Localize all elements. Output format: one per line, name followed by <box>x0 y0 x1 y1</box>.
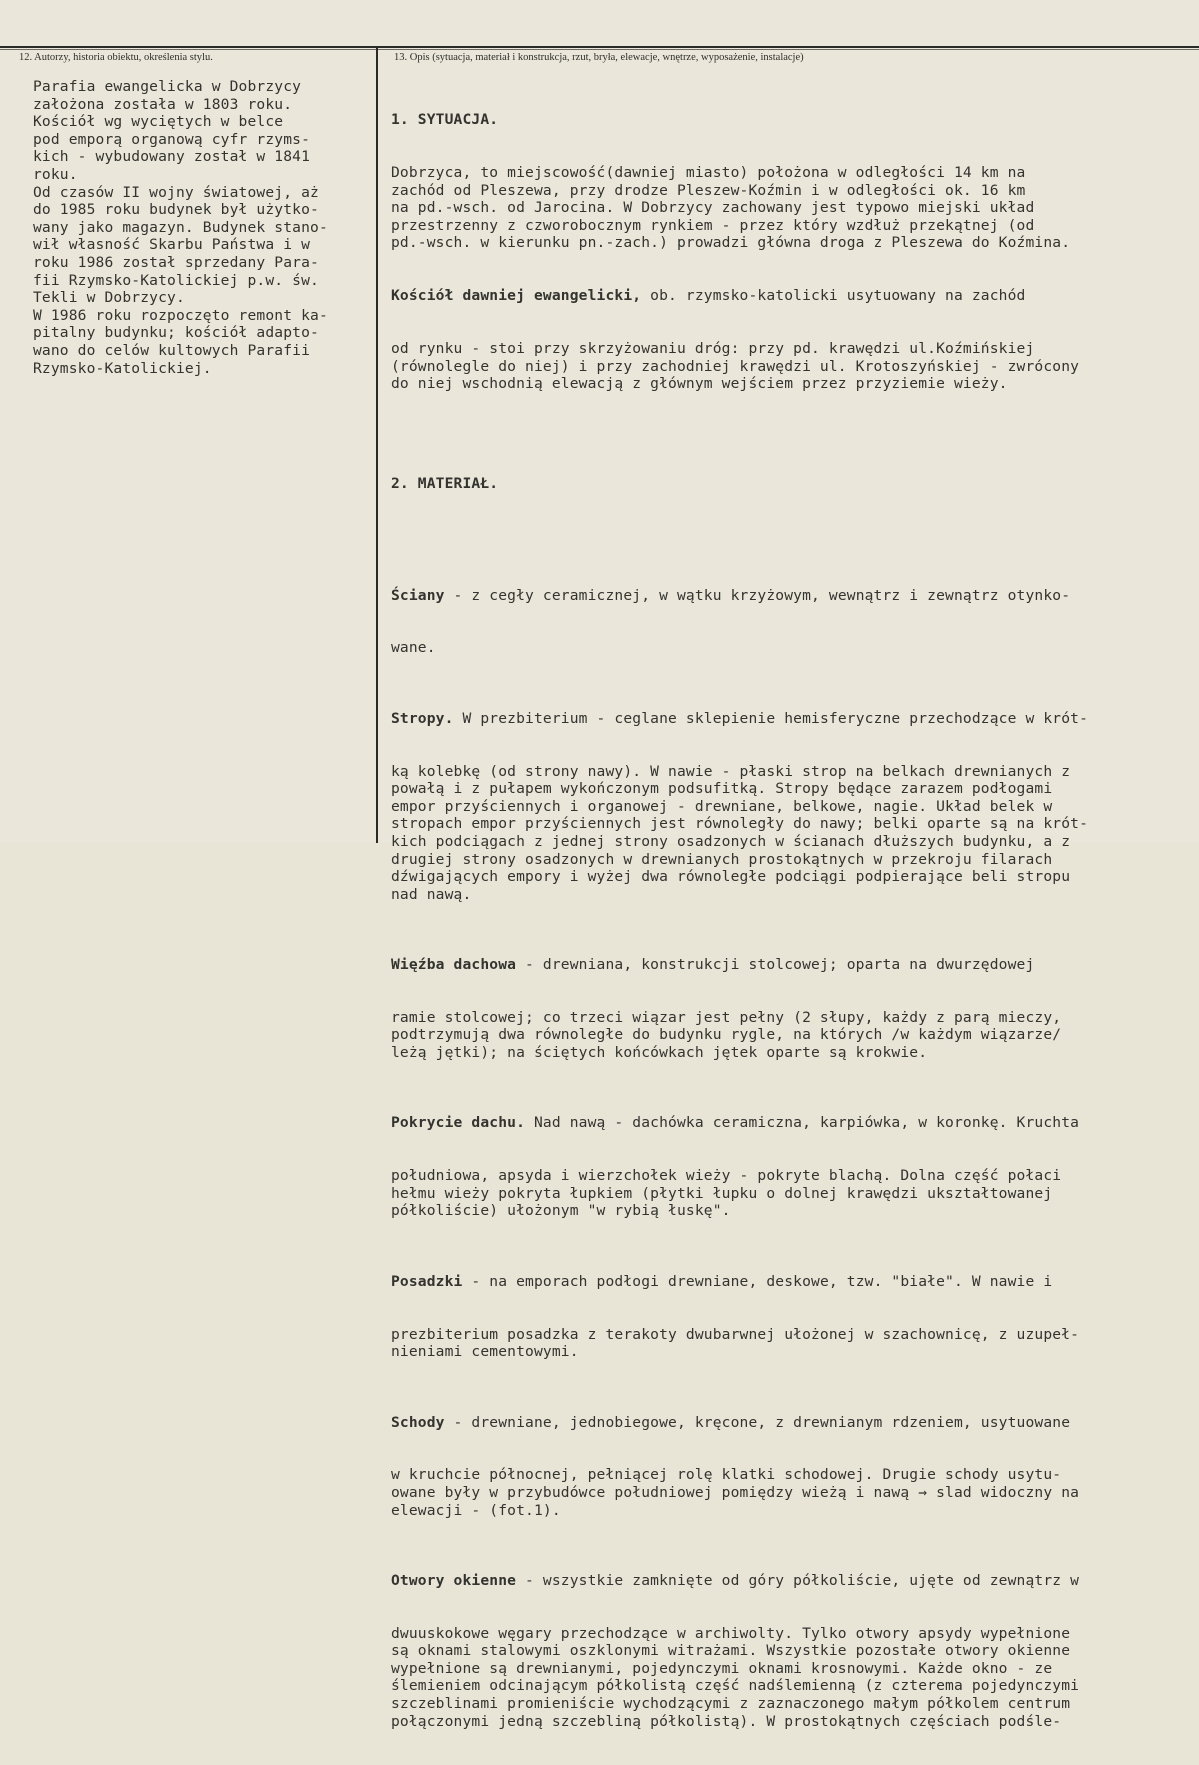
floors-lead-bold: Posadzki <box>391 1272 463 1290</box>
ceilings-text-line: ką kolebkę (od strony nawy). W nawie - płaski strop na belkach drewnianych z <box>391 762 1071 780</box>
windows-text-line: szczeblinami promieniście wychodzącymi z zaznaczonego małym półkolem centrum <box>391 1695 1071 1713</box>
roofing-paragraph <box>391 1167 1088 1220</box>
roofing-lead-rest: Nad nawą - dachówka ceramiczna, karpiówka, w koronkę. Kruchta <box>525 1114 1080 1132</box>
stairs-text-line: elewacji - (fot.1). <box>391 1501 561 1519</box>
floors-lead-rest: - na emporach podłogi drewniane, deskowe, tzw. "białe". W nawie i <box>462 1272 1053 1290</box>
ceilings-text-line: powałą i z pułapem wykończonym podsufitką. Stropy będące zarazem podłogami <box>391 780 1053 798</box>
ceilings-lead-bold: Stropy. <box>391 709 454 727</box>
history-text-line: Tekli w Dobrzycy. <box>33 289 185 307</box>
header-rule <box>0 46 1199 48</box>
description-text-column <box>391 76 1088 1765</box>
roof-truss-lead-rest: - drewniana, konstrukcji stolcowej; oparta na dwurzędowej <box>516 956 1035 974</box>
windows-lead-line <box>391 1572 1088 1590</box>
ceilings-paragraph <box>391 763 1088 904</box>
church-lead-rest: ob. rzymsko-katolicki usytuowany na zachód <box>641 287 1026 305</box>
left-column-header: 12. Autorzy, historia obiektu, określenia stylu. <box>19 52 213 63</box>
roof-truss-text-line: leżą jętki); na ściętych końcówkach jętek oparte są krokwie. <box>391 1044 928 1062</box>
history-text-line: pod emporą organową cyfr rzyms- <box>33 130 311 148</box>
windows-lead-bold: Otwory okienne <box>391 1571 517 1589</box>
history-text-line: Parafia ewangelicka w Dobrzycy <box>33 78 302 95</box>
floors-paragraph <box>391 1326 1088 1361</box>
section-title-material: 2. MATERIAŁ. <box>391 475 499 493</box>
church-lead-bold: Kościół dawniej ewangelicki, <box>391 287 642 305</box>
ceilings-text-line: dźwigających empory i wyżej dwa równoległe podciągi podpierające beli stropu <box>391 868 1071 886</box>
floors-text-line: prezbiterium posadzka z terakoty dwubarwnej ułożonej w szachownicę, z uzupeł- <box>391 1325 1080 1343</box>
roofing-lead-line <box>391 1114 1088 1132</box>
walls-lead-line <box>391 587 1088 605</box>
church-location-text-line: (równolegle do niej) i przy zachodniej krawędzi ul. Krotoszyńskiej - zwrócony <box>391 357 1080 375</box>
windows-lead-rest: - wszystkie zamknięte od góry półkoliście, ujęte od zewnątrz w <box>516 1571 1080 1589</box>
column-divider <box>376 46 378 843</box>
church-location-text-line: do niej wschodnią elewacją z głównym wejściem przez przyziemie wieży. <box>391 375 1008 393</box>
situation-text-line: zachód od Pleszewa, przy drodze Pleszew-Koźmin i w odległości ok. 16 km <box>391 181 1026 199</box>
church-lead-line <box>391 287 1088 305</box>
floors-text-line: nieniami cementowymi. <box>391 1343 579 1361</box>
roof-truss-paragraph <box>391 1009 1088 1062</box>
ceilings-text-line: kich podciągach z jednej strony osadzonych w ścianach dłuższych budynku, a z <box>391 832 1071 850</box>
history-text-line: roku. <box>33 165 78 183</box>
ceilings-text-line: drugiej strony osadzonych w drewnianych prostokątnych w przekroju filarach <box>391 850 1053 868</box>
windows-text-line: ślemieniem odcinającym półkolistą część nadślemienną (z czterema pojedynczymi <box>391 1677 1080 1695</box>
history-text-line: wano do celów kultowych Parafii <box>33 341 311 359</box>
church-location-text-line: od rynku - stoi przy skrzyżowaniu dróg: przy pd. krawędzi ul.Koźmińskiej <box>391 339 1035 357</box>
walls-text-line: wane. <box>391 639 436 657</box>
history-text-line: Rzymsko-Katolickiej. <box>33 359 212 377</box>
roof-truss-lead-line <box>391 956 1088 974</box>
stairs-lead-line <box>391 1414 1088 1432</box>
stairs-text-line: owane były w przybudówce południowej pomiędzy wieżą i nawą → slad widoczny na <box>391 1483 1080 1501</box>
roofing-text-line: południowa, apsyda i wierzchołek wieży - pokryte blachą. Dolna część połaci <box>391 1167 1062 1185</box>
windows-text-line: dwuuskokowe węgary przechodzące w archiwolty. Tylko otwory apsydy wypełnione <box>391 1624 1071 1642</box>
ceilings-text-line: empor przyściennych i organowej - drewniane, belkowe, nagie. Układ belek w <box>391 797 1053 815</box>
situation-text-line: pd.-wsch. w kierunku pn.-zach.) prowadzi główna droga z Pleszewa do Koźmina. <box>391 234 1071 252</box>
stairs-paragraph <box>391 1466 1088 1519</box>
ceilings-lead-line <box>391 710 1088 728</box>
roof-truss-text-line: podtrzymują dwa równoległe do budynku rygle, na których /w każdym wiązarze/ <box>391 1026 1062 1044</box>
history-text-line: W 1986 roku rozpoczęto remont ka- <box>33 306 328 324</box>
situation-text-line: na pd.-wsch. od Jarocina. W Dobrzycy zachowany jest typowo miejski układ <box>391 199 1035 217</box>
history-text-line: fii Rzymsko-Katolickiej p.w. św. <box>33 271 319 289</box>
walls-lead-bold: Ściany <box>391 586 445 604</box>
situation-paragraph <box>391 164 1088 252</box>
floors-lead-line <box>391 1273 1088 1291</box>
history-text-line: wił własność Skarbu Państwa i w <box>33 236 311 254</box>
windows-text-line: wypełnione są drewnianymi, pojedynczymi oknami krosnowymi. Każde okno - ze <box>391 1659 1053 1677</box>
roofing-text-line: hełmu wieży pokryta łupkiem (płytki łupku o dolnej krawędzi ukształtowanej <box>391 1184 1053 1202</box>
history-text-line: założona została w 1803 roku. <box>33 95 293 113</box>
stairs-lead-rest: - drewniane, jednobiegowe, kręcone, z drewnianym rdzeniem, usytuowane <box>444 1413 1071 1431</box>
situation-text-line: przestrzenny z czworobocznym rynkiem - przez który wzdłuż przekątnej (od <box>391 216 1035 234</box>
ceilings-text-line: nad nawą. <box>391 885 472 903</box>
ceilings-text-line: stropach empor przyściennych jest równoległy do nawy; belki oparte są na krót- <box>391 815 1089 833</box>
history-text-column <box>33 78 328 377</box>
ceilings-lead-rest: W prezbiterium - ceglane sklepienie hemisferyczne przechodzące w krót- <box>453 709 1089 727</box>
situation-text-line: Dobrzyca, to miejscowość(dawniej miasto) położona w odległości 14 km na <box>391 163 1026 181</box>
section-title-situation: 1. SYTUACJA. <box>391 111 499 129</box>
church-location-paragraph <box>391 340 1088 393</box>
roof-truss-text-line: ramie stolcowej; co trzeci wiązar jest pełny (2 słupy, każdy z parą mieczy, <box>391 1008 1062 1026</box>
stairs-lead-bold: Schody <box>391 1413 445 1431</box>
history-text-line: wany jako magazyn. Budynek stano- <box>33 218 328 236</box>
roofing-text-line: półkoliście) ułożonym "w rybią łuskę". <box>391 1202 731 1220</box>
right-column-header: 13. Opis (sytuacja, materiał i konstrukcja, rzut, bryła, elewacje, wnętrze, wyposażenie, instalacje) <box>394 52 804 63</box>
roof-truss-lead-bold: Więźba dachowa <box>391 956 517 974</box>
header-rule-secondary <box>0 49 1199 50</box>
walls-paragraph <box>391 639 1088 657</box>
history-text-line: Od czasów II wojny światowej, aż <box>33 183 319 201</box>
history-text-line: roku 1986 został sprzedany Para- <box>33 253 319 271</box>
windows-text-line: połączonymi jedną szczebliną półkolistą). W prostokątnych częściach podśle- <box>391 1712 1062 1730</box>
roofing-lead-bold: Pokrycie dachu. <box>391 1114 526 1132</box>
windows-text-line: są oknami stalowymi oszklonymi witrażami. Wszystkie pozostałe otwory okienne <box>391 1642 1071 1660</box>
history-text-line: do 1985 roku budynek był użytko- <box>33 201 319 219</box>
history-text-line: kich - wybudowany został w 1841 <box>33 148 311 166</box>
walls-lead-rest: - z cegły ceramicznej, w wątku krzyżowym, wewnątrz i zewnątrz otynko- <box>444 586 1071 604</box>
history-text-line: Kościół wg wyciętych w belce <box>33 113 284 131</box>
history-text-line: pitalny budynku; kościół adapto- <box>33 324 319 342</box>
windows-paragraph <box>391 1625 1088 1731</box>
stairs-text-line: w kruchcie północnej, pełniącej rolę klatki schodowej. Drugie schody usytu- <box>391 1466 1062 1484</box>
